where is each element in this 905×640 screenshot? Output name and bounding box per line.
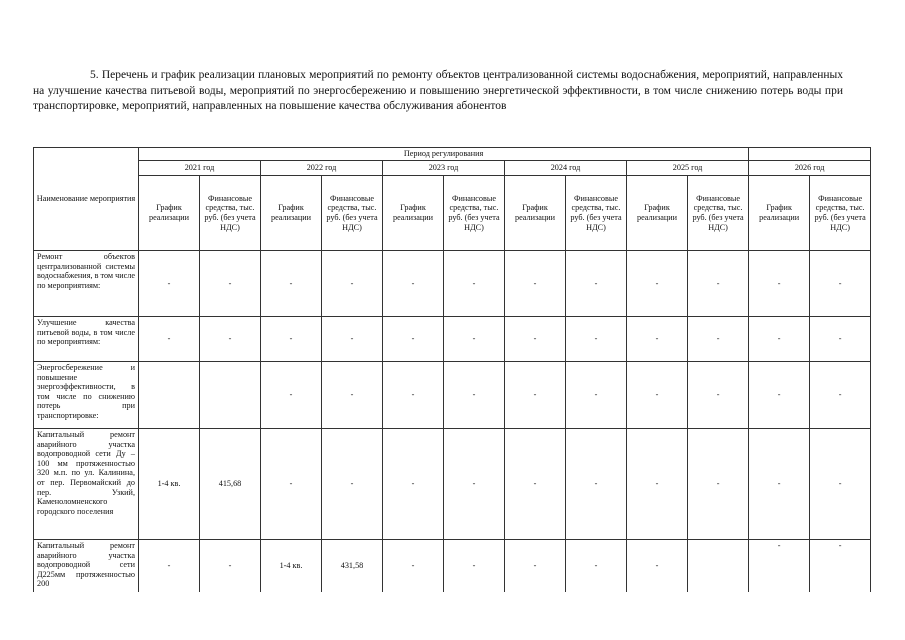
finance-column-header: Финансовые средства, тыс. руб. (без учета НДС) (810, 176, 871, 251)
table-cell: - (383, 251, 444, 317)
name-column-header: Наименование мероприятия (34, 148, 139, 251)
table-cell: - (566, 540, 627, 592)
table-cell: - (505, 317, 566, 362)
table-cell: - (139, 540, 200, 592)
schedule-column-header: График реализации (383, 176, 444, 251)
table-cell: - (261, 429, 322, 540)
table-cell: - (322, 362, 383, 429)
year-header: 2026 год (749, 161, 871, 176)
table-cell: 415,68 (200, 429, 261, 540)
table-cell: - (627, 540, 688, 592)
schedule-column-header: График реализации (627, 176, 688, 251)
table-cell: - (627, 429, 688, 540)
table-cell: - (444, 429, 505, 540)
table-cell (139, 362, 200, 429)
row-name: Улучшение качества питьевой воды, в том числе по мероприятиям: (34, 317, 139, 362)
schedule-column-header: График реализации (139, 176, 200, 251)
table-cell: - (627, 317, 688, 362)
row-name: Капитальный ремонт аварийного участка водопроводной сети Ду – 100 мм протяженностью 320 м.п. по ул. Калинина, от пер. Первомайский до пер. Узкий, Каменоломненского городского поселения (34, 429, 139, 540)
row-name: Энергосбережение и повышение энергоэффективности, в том числе по снижению потерь при транспортировке: (34, 362, 139, 429)
table-cell: - (749, 251, 810, 317)
table-row (34, 362, 871, 429)
row-name: Капитальный ремонт аварийного участка водопроводной сети Д225мм протяженностью 200 (34, 540, 139, 592)
table-cell: 1-4 кв. (139, 429, 200, 540)
table-cell: - (505, 251, 566, 317)
table-cell: - (627, 362, 688, 429)
table-cell: - (566, 429, 627, 540)
table-cell (200, 362, 261, 429)
table-cell: - (444, 317, 505, 362)
header-row-period (34, 148, 871, 161)
table-cell (688, 540, 749, 592)
table-cell: 1-4 кв. (261, 540, 322, 592)
table-cell: - (810, 540, 871, 592)
table-cell: - (444, 362, 505, 429)
table-cell: - (200, 317, 261, 362)
finance-column-header: Финансовые средства, тыс. руб. (без учета НДС) (322, 176, 383, 251)
table-cell: - (139, 251, 200, 317)
section-heading (33, 68, 843, 115)
table-cell: - (505, 540, 566, 592)
table-cell: - (444, 540, 505, 592)
table-cell: - (810, 317, 871, 362)
table-cell: - (505, 362, 566, 429)
table-cell: - (261, 317, 322, 362)
schedule-column-header: График реализации (261, 176, 322, 251)
year-header: 2024 год (505, 161, 627, 176)
table-cell: - (810, 251, 871, 317)
table-cell: - (261, 362, 322, 429)
table-cell: - (810, 362, 871, 429)
table-cell: - (749, 317, 810, 362)
table-row (34, 429, 871, 540)
table-cell: - (383, 540, 444, 592)
table-cell: - (200, 251, 261, 317)
table-cell: - (383, 362, 444, 429)
year-header: 2025 год (627, 161, 749, 176)
period-header: Период регулирования (139, 148, 749, 161)
schedule-column-header: График реализации (749, 176, 810, 251)
table-cell: - (749, 540, 810, 592)
table-cell: - (566, 362, 627, 429)
year-header: 2022 год (261, 161, 383, 176)
table-cell: - (322, 317, 383, 362)
finance-column-header: Финансовые средства, тыс. руб. (без учета НДС) (566, 176, 627, 251)
table-cell: - (322, 251, 383, 317)
table-cell: 431,58 (322, 540, 383, 592)
header-row-columns (34, 176, 871, 251)
table-cell: - (322, 429, 383, 540)
table-row (34, 540, 871, 592)
header-row-years (34, 161, 871, 176)
table-cell: - (505, 429, 566, 540)
finance-column-header: Финансовые средства, тыс. руб. (без учета НДС) (200, 176, 261, 251)
finance-column-header: Финансовые средства, тыс. руб. (без учета НДС) (444, 176, 505, 251)
table-cell: - (688, 362, 749, 429)
row-name: Ремонт объектов централизованной системы водоснабжения, в том числе по мероприятиям: (34, 251, 139, 317)
schedule-column-header: График реализации (505, 176, 566, 251)
table-cell: - (200, 540, 261, 592)
table-cell: - (139, 317, 200, 362)
finance-column-header: Финансовые средства, тыс. руб. (без учета НДС) (688, 176, 749, 251)
table-cell: - (383, 429, 444, 540)
table-cell: - (749, 362, 810, 429)
table-cell: - (261, 251, 322, 317)
year-header: 2023 год (383, 161, 505, 176)
plan-table (33, 147, 871, 592)
table-cell: - (566, 317, 627, 362)
table-cell: - (749, 429, 810, 540)
table-cell: - (383, 317, 444, 362)
period-header-extra (749, 148, 871, 161)
table-cell: - (444, 251, 505, 317)
table-cell: - (566, 251, 627, 317)
table-row (34, 317, 871, 362)
year-header: 2021 год (139, 161, 261, 176)
table-cell: - (688, 429, 749, 540)
table-cell: - (627, 251, 688, 317)
table-row (34, 251, 871, 317)
section-heading-text: 5. Перечень и график реализации плановых мероприятий по ремонту объектов централизованной системы водоснабжения, мероприятий, направленных на улучшение качества питьевой воды, мероприятий по энергосбережению и повышению энергетической эффективности, в том числе снижению потерь воды при транспортировке, мероприятий, направленных на повышение качества обслуживания абонентов (33, 69, 843, 112)
table-cell: - (688, 251, 749, 317)
table-cell: - (688, 317, 749, 362)
table-cell: - (810, 429, 871, 540)
